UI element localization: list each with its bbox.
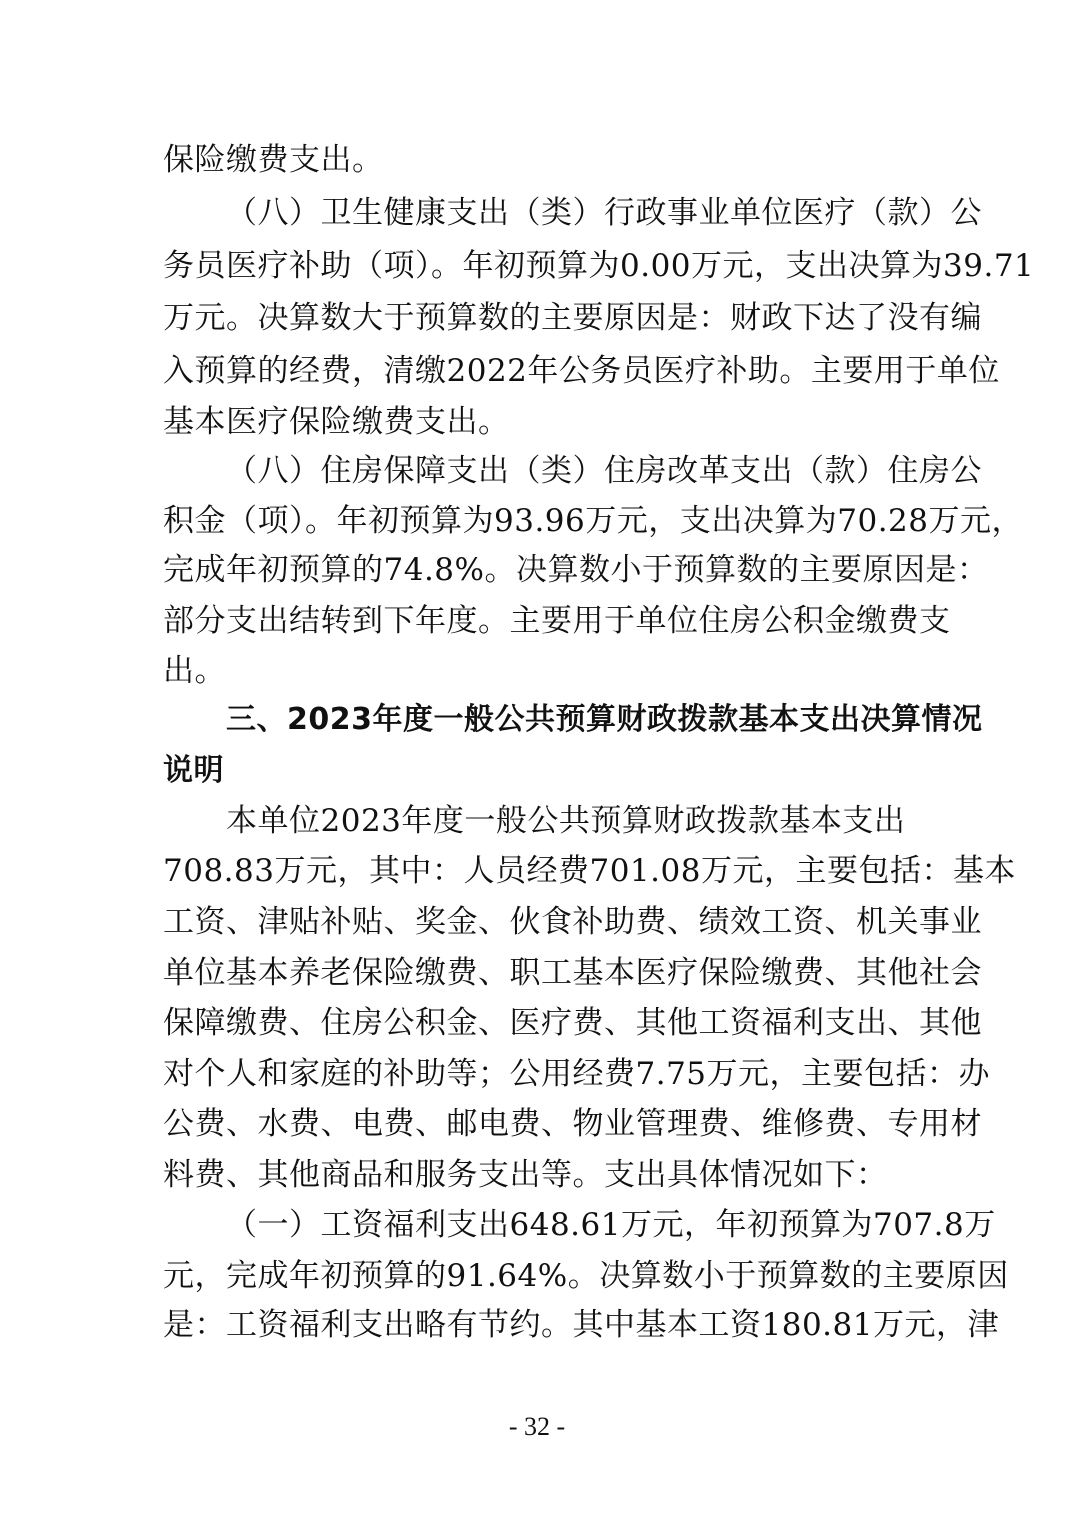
paragraph-line: 单位基本养老保险缴费、职工基本医疗保险缴费、其他社会	[163, 955, 982, 991]
paragraph-line: 是：工资福利支出略有节约。其中基本工资180.81万元，津	[163, 1307, 999, 1343]
paragraph-line: 公费、水费、电费、邮电费、物业管理费、维修费、专用材	[163, 1106, 982, 1142]
section-heading: 说明	[163, 753, 224, 788]
paragraph-line: 工资、津贴补贴、奖金、伙食补助费、绩效工资、机关事业	[163, 904, 982, 940]
paragraph-line: 保障缴费、住房公积金、医疗费、其他工资福利支出、其他	[163, 1005, 982, 1041]
paragraph-line: 部分支出结转到下年度。主要用于单位住房公积金缴费支	[163, 603, 951, 639]
paragraph-line: 完成年初预算的74.8%。决算数小于预算数的主要原因是：	[163, 552, 989, 588]
paragraph-line: （八）住房保障支出（类）住房改革支出（款）住房公	[226, 453, 982, 489]
paragraph-line: 708.83万元，其中：人员经费701.08万元，主要包括：基本	[163, 853, 1016, 889]
paragraph-line: 对个人和家庭的补助等；公用经费7.75万元，主要包括：办	[163, 1056, 991, 1092]
paragraph-line: 出。	[163, 653, 226, 689]
paragraph-line: 万元。决算数大于预算数的主要原因是：财政下达了没有编	[163, 300, 982, 336]
paragraph-line: （一）工资福利支出648.61万元，年初预算为707.8万	[226, 1207, 996, 1243]
paragraph-line: 基本医疗保险缴费支出。	[163, 404, 510, 440]
page-number: - 32 -	[508, 1412, 566, 1441]
paragraph-line: 务员医疗补助（项）。年初预算为0.00万元，支出决算为39.71	[163, 248, 1035, 284]
paragraph-line: 元，完成年初预算的91.64%。决算数小于预算数的主要原因	[163, 1258, 1009, 1294]
paragraph-line: （八）卫生健康支出（类）行政事业单位医疗（款）公	[226, 195, 982, 231]
paragraph-line: 积金（项）。年初预算为93.96万元，支出决算为70.28万元，	[163, 503, 1023, 539]
paragraph-line: 料费、其他商品和服务支出等。支出具体情况如下：	[163, 1157, 888, 1193]
paragraph-line: 本单位2023年度一般公共预算财政拨款基本支出	[226, 803, 906, 839]
paragraph-line: 保险缴费支出。	[163, 142, 384, 178]
paragraph-line: 入预算的经费，清缴2022年公务员医疗补助。主要用于单位	[163, 353, 1000, 389]
section-heading: 三、2023年度一般公共预算财政拨款基本支出决算情况	[226, 702, 983, 737]
